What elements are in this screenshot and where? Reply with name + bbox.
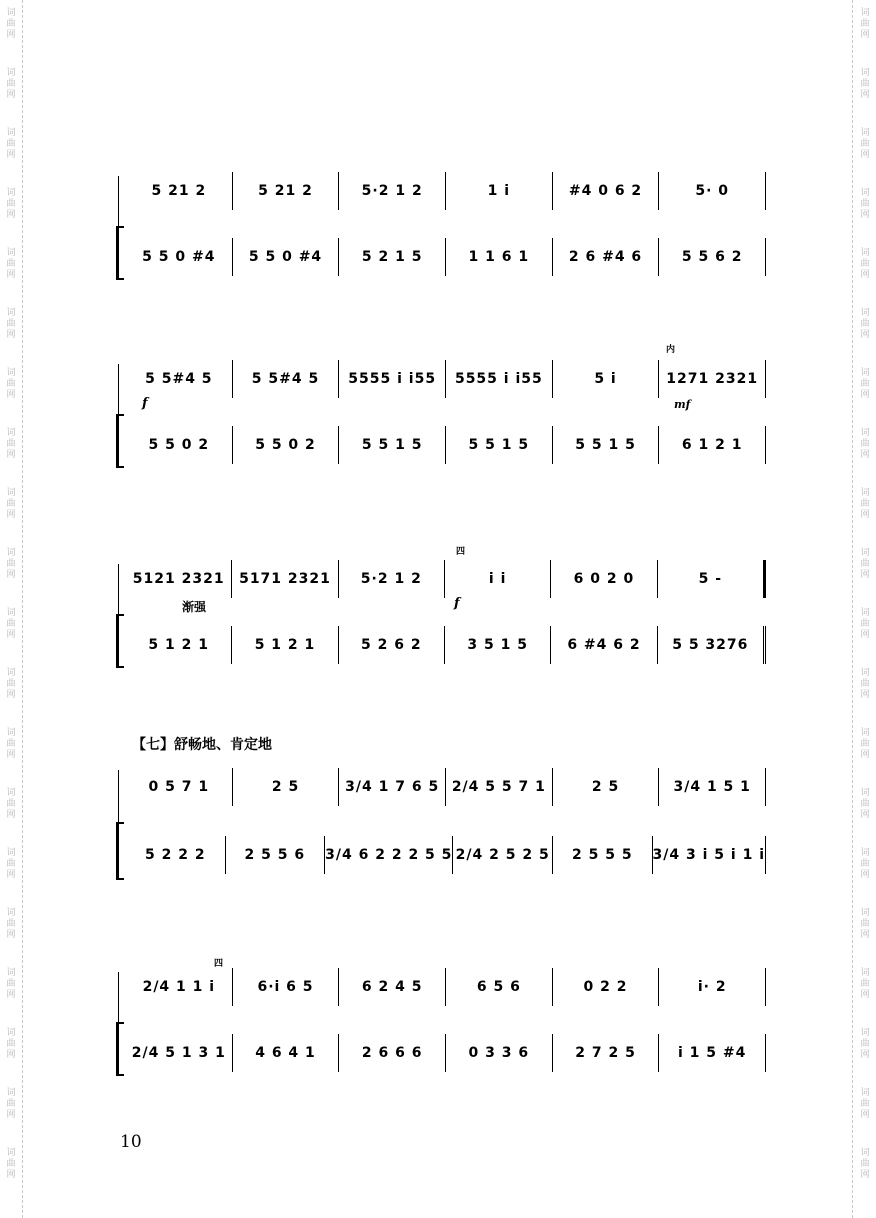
dynamic-mezzo-forte: mf xyxy=(674,398,691,411)
watermark: 词 曲 网 xyxy=(6,128,16,160)
watermark: 词 曲 网 xyxy=(6,728,16,760)
measure: i· 2 xyxy=(659,968,766,1006)
watermark: 词 曲 网 xyxy=(6,248,16,280)
accompaniment-bracket xyxy=(116,614,124,668)
nei-mark: 内 xyxy=(666,345,676,355)
measure: 2 5 xyxy=(553,768,660,806)
measure: 2 5 5 6 xyxy=(226,836,326,874)
measure: 5 2 1 5 xyxy=(339,238,446,276)
measure: 5121 2321 xyxy=(126,560,232,598)
measure: 5 1 2 1 xyxy=(126,626,232,664)
measure: 5 5 1 5 xyxy=(553,426,660,464)
measure: #4 0 6 2 xyxy=(553,172,660,210)
watermark: 词 曲 网 xyxy=(6,428,16,460)
measure: 0 5 7 1 xyxy=(126,768,233,806)
accompaniment-staff xyxy=(126,1034,766,1072)
measure: 5 1 2 1 xyxy=(232,626,338,664)
measure: 5 5 1 5 xyxy=(446,426,553,464)
measure: 6 0 2 0 xyxy=(551,560,657,598)
dynamic-forte: f xyxy=(454,596,460,611)
measure: 3/4 3 i 5 i 1 i xyxy=(653,836,766,874)
measure: 5171 2321 xyxy=(232,560,338,598)
accompaniment-bracket xyxy=(116,226,124,280)
measure: 5 21 2 xyxy=(126,172,233,210)
measure: i i xyxy=(445,560,551,598)
watermark: 词 曲 网 xyxy=(860,188,870,220)
measure: 6 #4 6 2 xyxy=(551,626,657,664)
watermark: 词 曲 网 xyxy=(860,308,870,340)
score-system-5 xyxy=(118,959,770,1076)
melody-staff xyxy=(126,360,766,398)
watermark: 词 曲 网 xyxy=(860,8,870,40)
melody-staff xyxy=(126,768,766,806)
accompaniment-staff xyxy=(126,426,766,464)
watermark: 词 曲 网 xyxy=(6,8,16,40)
score-system-4 xyxy=(118,764,770,880)
watermark: 词 曲 网 xyxy=(6,908,16,940)
watermark: 词 曲 网 xyxy=(860,548,870,580)
measure: 5·2 1 2 xyxy=(339,172,446,210)
measure: 2/4 5 5 7 1 xyxy=(446,768,553,806)
watermark: 词 曲 网 xyxy=(860,1148,870,1180)
watermark: 词 曲 网 xyxy=(860,608,870,640)
measure: 6·i 6 5 xyxy=(233,968,340,1006)
measure: 5 2 6 2 xyxy=(339,626,445,664)
right-watermark-column xyxy=(856,0,874,1218)
measure: 5 5 0 2 xyxy=(126,426,233,464)
watermark: 词 曲 网 xyxy=(860,368,870,400)
measure: 2/4 2 5 2 5 xyxy=(453,836,553,874)
watermark: 词 曲 网 xyxy=(6,848,16,880)
watermark: 词 曲 网 xyxy=(860,128,870,160)
measure: 0 2 2 xyxy=(553,968,660,1006)
measure: 4 6 4 1 xyxy=(233,1034,340,1072)
watermark: 词 曲 网 xyxy=(6,188,16,220)
watermark: 词 曲 网 xyxy=(6,1088,16,1120)
watermark: 词 曲 网 xyxy=(6,968,16,1000)
measure: 5 - xyxy=(658,560,766,598)
measure: 6 2 4 5 xyxy=(339,968,446,1006)
measure: 2 6 6 6 xyxy=(339,1034,446,1072)
measure: 2/4 5 1 3 1 xyxy=(126,1034,233,1072)
measure: 3 5 1 5 xyxy=(445,626,551,664)
watermark: 词 曲 网 xyxy=(6,308,16,340)
measure: 6 1 2 1 xyxy=(659,426,766,464)
measure: 3/4 6 2 2 2 5 5 xyxy=(325,836,453,874)
watermark: 词 曲 网 xyxy=(6,1148,16,1180)
four-mark: 四 xyxy=(214,959,224,969)
accompaniment-bracket xyxy=(116,1022,124,1076)
score-system-3 xyxy=(118,547,770,668)
measure: 1 i xyxy=(446,172,553,210)
section-heading: 【七】舒畅地、肯定地 xyxy=(132,737,272,753)
right-margin-guide xyxy=(852,0,853,1218)
score-system-1 xyxy=(118,170,770,280)
left-watermark-column xyxy=(2,0,20,1218)
watermark: 词 曲 网 xyxy=(860,248,870,280)
measure: 3/4 1 5 1 xyxy=(659,768,766,806)
page-number: 10 xyxy=(120,1132,142,1152)
measure: 5·2 1 2 xyxy=(339,560,445,598)
watermark: 词 曲 网 xyxy=(6,608,16,640)
measure: 2 5 5 5 xyxy=(553,836,653,874)
watermark: 词 曲 网 xyxy=(6,668,16,700)
watermark: 词 曲 网 xyxy=(860,488,870,520)
measure: 5 5 6 2 xyxy=(659,238,766,276)
measure: 5 2 2 2 xyxy=(126,836,226,874)
measure: 5 5 0 #4 xyxy=(233,238,340,276)
measure: 3/4 1 7 6 5 xyxy=(339,768,446,806)
watermark: 词 曲 网 xyxy=(860,908,870,940)
measure: 2/4 1 1 i xyxy=(126,968,233,1006)
measure: 2 7 2 5 xyxy=(553,1034,660,1072)
accompaniment-bracket xyxy=(116,414,124,468)
accompaniment-staff xyxy=(126,836,766,874)
watermark: 词 曲 网 xyxy=(860,788,870,820)
measure: 1 1 6 1 xyxy=(446,238,553,276)
measure: 2 6 #4 6 xyxy=(553,238,660,276)
measure: 5 i xyxy=(553,360,660,398)
four-mark: 四 xyxy=(456,547,466,557)
measure: 1271 2321 xyxy=(659,360,766,398)
watermark: 词 曲 网 xyxy=(860,968,870,1000)
measure: 5 5#4 5 xyxy=(233,360,340,398)
watermark: 词 曲 网 xyxy=(6,548,16,580)
measure: 5 21 2 xyxy=(233,172,340,210)
measure: 5555 i i55 xyxy=(339,360,446,398)
watermark: 词 曲 网 xyxy=(860,428,870,460)
accompaniment-staff xyxy=(126,626,766,664)
measure: 5· 0 xyxy=(659,172,766,210)
watermark: 词 曲 网 xyxy=(860,668,870,700)
watermark: 词 曲 网 xyxy=(860,1088,870,1120)
watermark: 词 曲 网 xyxy=(6,68,16,100)
accompaniment-staff xyxy=(126,238,766,276)
watermark: 词 曲 网 xyxy=(6,488,16,520)
measure: i 1 5 #4 xyxy=(659,1034,766,1072)
measure: 5 5 3276 xyxy=(658,626,766,664)
left-margin-guide xyxy=(22,0,23,1218)
watermark: 词 曲 网 xyxy=(6,788,16,820)
measure: 0 3 3 6 xyxy=(446,1034,553,1072)
melody-staff xyxy=(126,172,766,210)
measure: 5 5#4 5 xyxy=(126,360,233,398)
accompaniment-bracket xyxy=(116,822,124,880)
measure: 5 5 0 #4 xyxy=(126,238,233,276)
measure: 6 5 6 xyxy=(446,968,553,1006)
score-system-2 xyxy=(118,345,770,468)
melody-staff xyxy=(126,968,766,1006)
watermark: 词 曲 网 xyxy=(6,368,16,400)
measure: 5555 i i55 xyxy=(446,360,553,398)
watermark: 词 曲 网 xyxy=(860,848,870,880)
measure: 5 5 0 2 xyxy=(233,426,340,464)
measure: 5 5 1 5 xyxy=(339,426,446,464)
watermark: 词 曲 网 xyxy=(6,1028,16,1060)
crescendo-text: 渐强 xyxy=(182,600,207,614)
watermark: 词 曲 网 xyxy=(860,728,870,760)
watermark: 词 曲 网 xyxy=(860,68,870,100)
melody-staff xyxy=(126,560,766,598)
measure: 2 5 xyxy=(233,768,340,806)
watermark: 词 曲 网 xyxy=(860,1028,870,1060)
dynamic-forte: f xyxy=(142,396,148,411)
